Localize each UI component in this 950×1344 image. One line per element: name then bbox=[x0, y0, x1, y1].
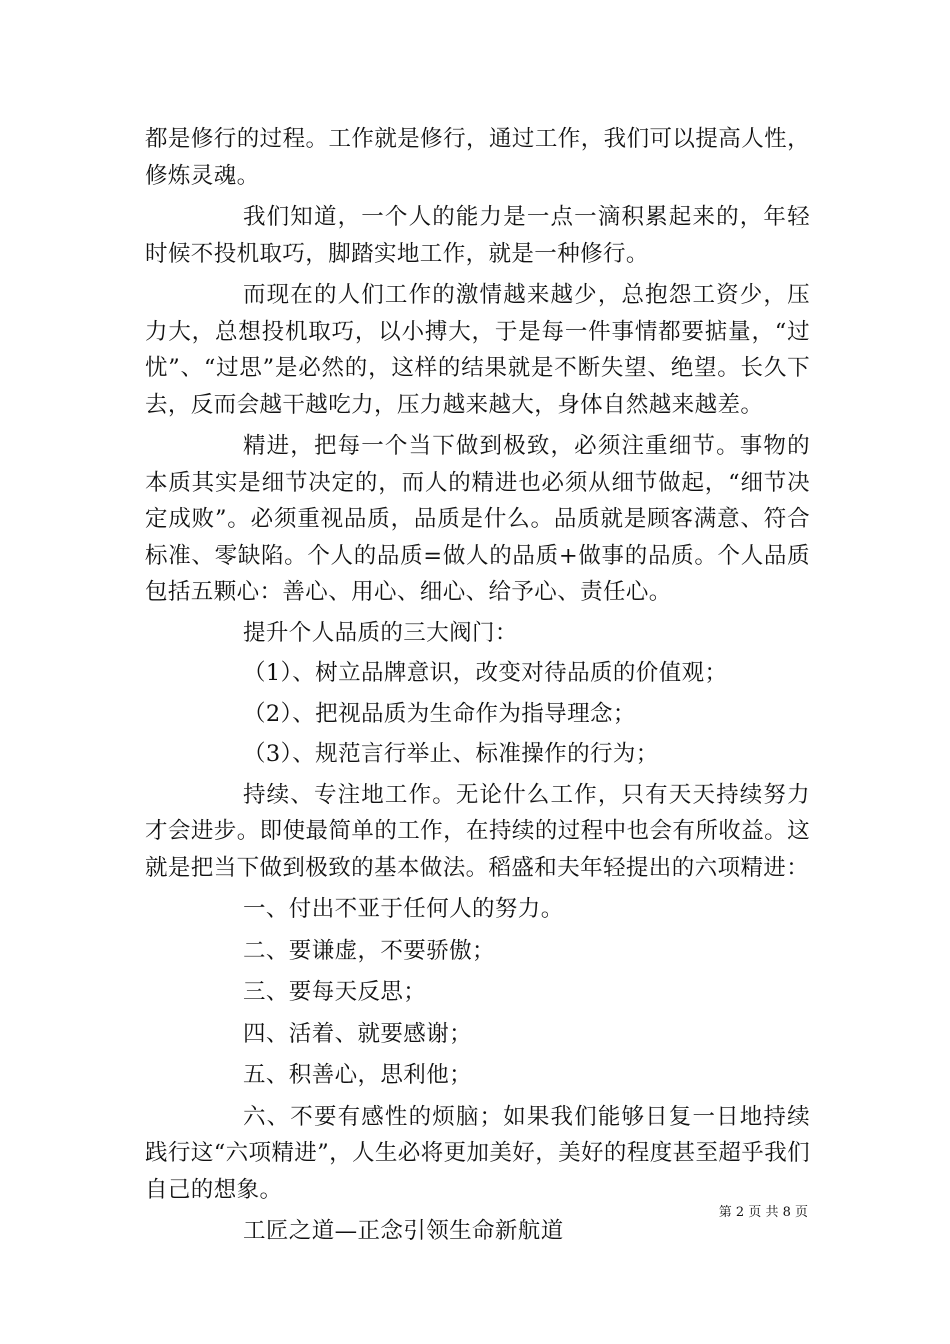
list-heading-quality-gates: 提升个人品质的三大阀门： bbox=[243, 619, 518, 646]
paragraph-diligence: 精进，把每一个当下做到极致，必须注重细节。事物的本质其实是细节决定的，而人的精进也必须从细节做起，“细节决定成败”。必须重视品质，品质是什么。品质就是顾客满意、符合标准、零缺陷。个人的品质=做人的品质+做事的品质。个人品质包括五颗心：善心、用心、细心、给予心、责任心。 bbox=[145, 433, 810, 605]
paragraph-passion: 而现在的人们工作的激情越来越少，总抱怨工资少，压力大，总想投机取巧，以小搏大，于是每一件事情都要掂量，“过忧”、“过思”是必然的，这样的结果就是不断失望、绝望。长久下去，反而会越干越吃力，压力越来越大，身体自然越来越差。 bbox=[145, 282, 810, 418]
list-item-devotion-3: 三、要每天反思； bbox=[243, 979, 427, 1005]
list-item-devotion-6: 六、不要有感性的烦脑；如果我们能够日复一日地持续践行这“六项精进”，人生必将更加美好，美好的程度甚至超乎我们自己的想象。 bbox=[145, 1103, 811, 1203]
section-heading-craftsman: 工匠之道—正念引领生命新航道 bbox=[243, 1218, 564, 1244]
list-item-quality-1: （1）、树立品牌意识，改变对待品质的价值观； bbox=[243, 660, 728, 686]
list-item-devotion-1: 一、付出不亚于任何人的努力。 bbox=[243, 896, 564, 922]
list-item-devotion-2: 二、要谦虚，不要骄傲； bbox=[243, 937, 495, 964]
list-item-devotion-4: 四、活着、就要感谢； bbox=[243, 1020, 473, 1047]
paragraph-continuation: 都是修行的过程。工作就是修行，通过工作，我们可以提高人性，修炼灵魂。 bbox=[145, 126, 810, 189]
list-item-quality-2: （2）、把视品质为生命作为指导理念； bbox=[243, 700, 636, 727]
list-item-devotion-5: 五、积善心，思利他； bbox=[243, 1062, 473, 1088]
page-number-footer: 第 2 页 共 8 页 bbox=[718, 1205, 808, 1220]
document-body bbox=[145, 121, 810, 1250]
paragraph-persistence: 持续、专注地工作。无论什么工作，只有天天持续努力才会进步。即使最简单的工作，在持续的过程中也会有所收益。这就是把当下做到极致的基本做法。稻盛和夫年轻提出的六项精进： bbox=[145, 781, 810, 881]
paragraph-ability: 我们知道，一个人的能力是一点一滴积累起来的，年轻时候不投机取巧，脚踏实地工作，就是一种修行。 bbox=[145, 204, 810, 267]
list-item-quality-3: （3）、规范言行举止、标准操作的行为； bbox=[243, 741, 659, 767]
